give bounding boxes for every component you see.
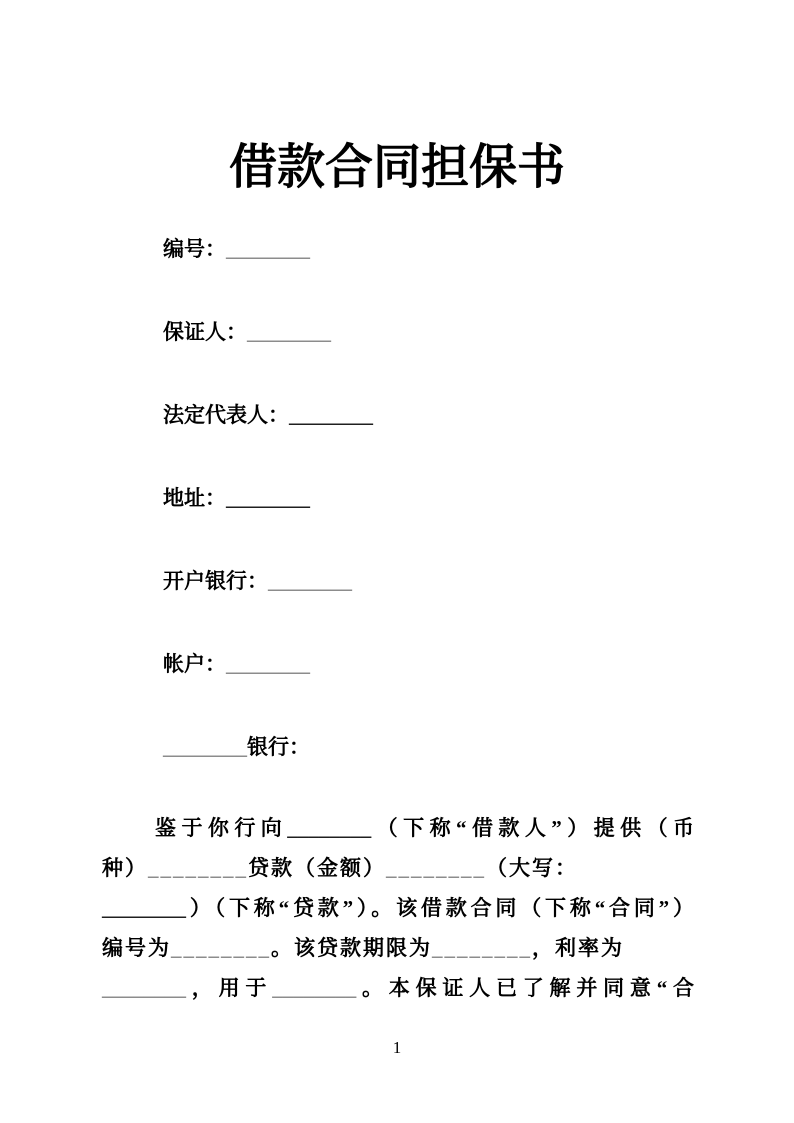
paragraph-line — [102, 968, 694, 1008]
text-run: 。该贷款期限为 — [271, 936, 432, 960]
intro-paragraph — [102, 808, 694, 1008]
paragraph-line — [102, 808, 694, 848]
text-run: 鉴于你行向 — [155, 816, 288, 840]
blank-line: ________ — [163, 735, 247, 759]
blank-line: ________ — [432, 936, 532, 960]
form-fields — [163, 235, 734, 816]
form-row-account — [163, 650, 734, 678]
text-run: （下称“借款人”）提供（币 — [371, 816, 695, 840]
text-run: ，用于 — [186, 976, 273, 1000]
form-row-legal-representative — [163, 401, 734, 429]
paragraph-line — [102, 848, 694, 888]
blank-line: ________ — [247, 320, 331, 344]
blank-line: ________ — [386, 856, 486, 880]
text-run: （大写： — [486, 856, 578, 880]
form-row-address — [163, 484, 734, 512]
text-run: 地址： — [163, 486, 226, 510]
text-run: 银行： — [247, 735, 310, 759]
blank-line: ________ — [268, 569, 352, 593]
blank-line: ________ — [287, 816, 372, 840]
page-title: 借款合同担保书 — [228, 141, 565, 194]
blank-line: ________ — [226, 652, 310, 676]
text-run: 编号为 — [102, 936, 171, 960]
form-row-deposit-bank — [163, 567, 734, 595]
page-number: 1 — [392, 1038, 402, 1057]
text-run: ，利率为 — [532, 936, 624, 960]
blank-line: ________ — [102, 976, 186, 1000]
text-run: 贷款（金额） — [248, 856, 386, 880]
blank-line: ________ — [272, 976, 357, 1000]
blank-line: ________ — [289, 403, 373, 427]
text-run: 种） — [102, 856, 148, 880]
text-run: 。本保证人已了解并同意“合 — [356, 976, 695, 1000]
form-row-bank — [163, 733, 734, 761]
text-run: 保证人： — [163, 320, 247, 344]
blank-line: ________ — [148, 856, 248, 880]
text-run: 开户银行： — [163, 569, 268, 593]
form-row-guarantor — [163, 318, 734, 346]
paragraph-line — [102, 888, 694, 928]
form-row-number — [163, 235, 734, 263]
text-run: 法定代表人： — [163, 403, 289, 427]
text-run: ）（下称“贷款”）。该借款合同（下称“合同”） — [186, 896, 694, 920]
blank-line: ________ — [226, 237, 310, 261]
text-run: 帐户： — [163, 652, 226, 676]
blank-line: ________ — [102, 896, 186, 920]
blank-line: ________ — [171, 936, 271, 960]
paragraph-line — [102, 928, 694, 968]
blank-line: ________ — [226, 486, 310, 510]
text-run: 编号： — [163, 237, 226, 261]
